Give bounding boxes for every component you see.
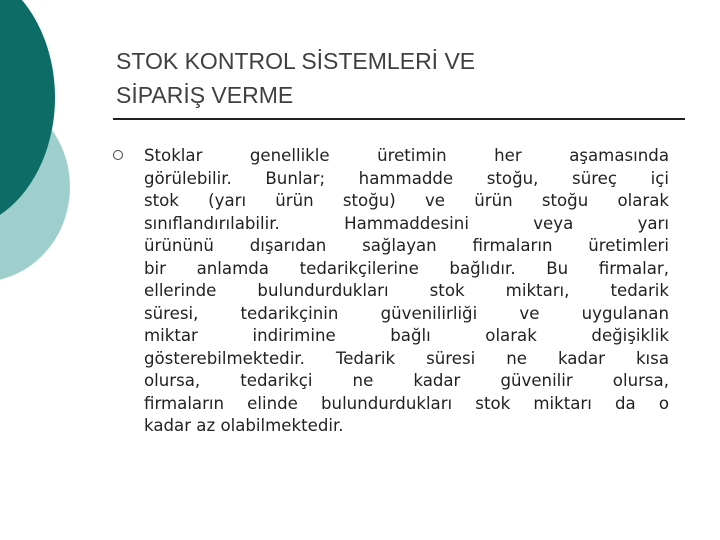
paragraph-line: stok (yarı ürün stoğu) ve ürün stoğu olarak xyxy=(144,191,669,210)
paragraph-line: ürününü dışarıdan sağlayan firmaların üretimleri xyxy=(144,236,669,255)
paragraph-line: süresi, tedarikçinin güvenilirliği ve uygulanan xyxy=(144,303,669,323)
slide-title-line-1: STOK KONTROL SİSTEMLERİ VE xyxy=(116,48,476,74)
paragraph-line: Stoklar genellikle üretimin her aşamasında xyxy=(144,146,669,165)
paragraph-line: sınıflandırılabilir. Hammaddesini veya yarı xyxy=(144,213,669,233)
paragraph-line: miktar indirimine bağlı olarak değişiklik xyxy=(144,326,669,345)
slide-title xyxy=(116,44,676,112)
bullet-paragraph xyxy=(144,145,669,438)
paragraph-line: olursa, tedarikçi ne kadar güvenilir olursa, xyxy=(144,371,669,390)
paragraph-line: gösterebilmektedir. Tedarik süresi ne kadar kısa xyxy=(144,348,669,368)
paragraph-line: firmaların elinde bulundurdukları stok miktarı da o xyxy=(144,393,669,413)
paragraph-line: kadar az olabilmektedir. xyxy=(144,416,344,435)
paragraph-line: ellerinde bulundurdukları stok miktarı, tedarik xyxy=(144,281,669,300)
paragraph-line: bir anlamda tedarikçilerine bağlıdır. Bu firmalar, xyxy=(144,258,669,278)
hollow-circle-bullet-icon xyxy=(113,150,123,160)
slide-title-line-2: SİPARİŞ VERME xyxy=(116,82,294,108)
title-divider xyxy=(113,118,685,120)
paragraph-line: görülebilir. Bunlar; hammadde stoğu, süreç içi xyxy=(144,168,669,188)
